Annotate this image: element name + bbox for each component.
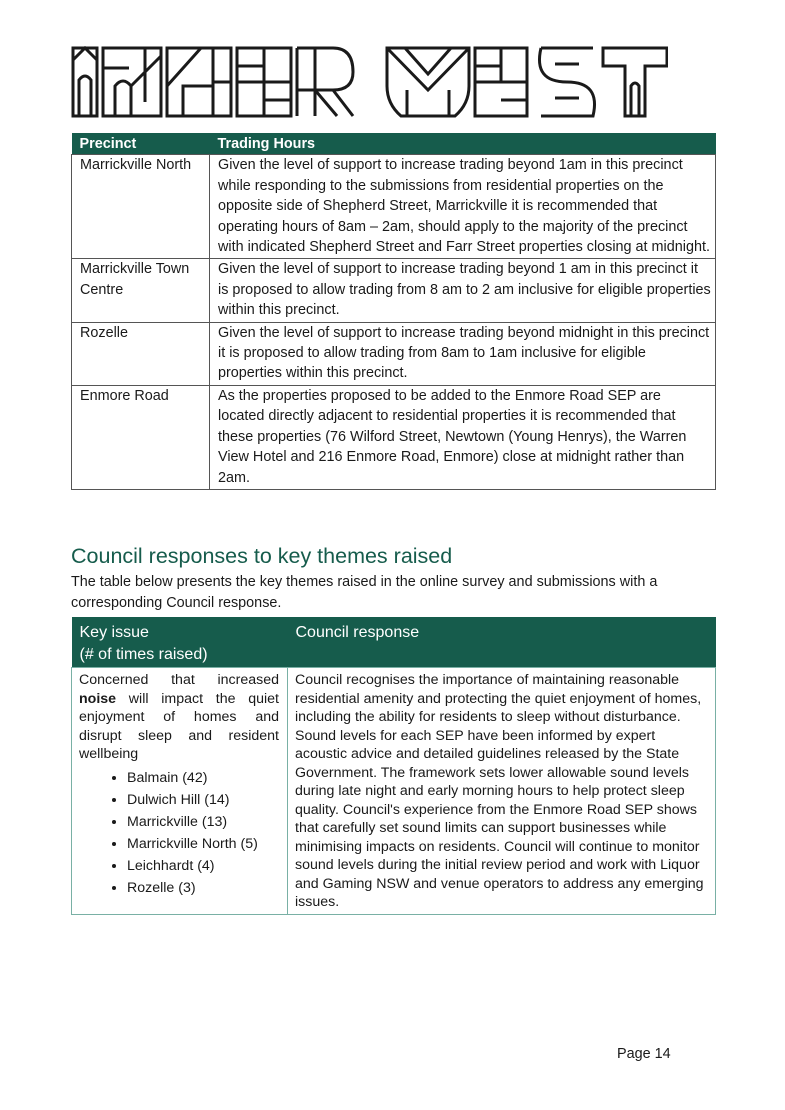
hours-cell: As the properties proposed to be added to the Enmore Road SEP are located directly adjacent to residential properties it is recommended that these properties (76 Wilford Street, Newtown (Young Henrys), the Warren View Hotel and 216 Enmore Road, Enmore) close at midnight rather than 2am. [210, 385, 716, 489]
header-key-issue-line1: Key issue [79, 624, 149, 641]
hours-cell: Given the level of support to increase trading beyond midnight in this precinct it is proposed to allow trading from 8am to 1am inclusive for eligible properties within this precinct. [210, 322, 716, 385]
list-item: • Balmain (42) [127, 767, 279, 789]
hours-cell: Given the level of support to increase trading beyond 1 am in this precinct it is proposed to allow trading from 8 am to 2 am inclusive for eligible properties within this precinct. [210, 259, 716, 322]
section-title: Council responses to key themes raised [71, 544, 453, 568]
precinct-cell: Marrickville Town Centre [72, 259, 210, 322]
list-item: • Leichhardt (4) [127, 855, 279, 877]
page-number: Page 14 [617, 1046, 671, 1062]
list-item: • Dulwich Hill (14) [127, 789, 279, 811]
header-key-issue-line2: (# of times raised) [79, 645, 208, 663]
issue-text-start: Concerned that increased [79, 672, 279, 688]
council-response-cell: Council recognises the importance of maintaining reasonable residential amenity and protecting the quiet enjoyment of homes, including the ability for residents to sleep without disturbance. Sound levels for each SEP have been informed by expert acoustic advice and detailed guidelines released by the State Government. The framework sets lower allowable sound levels during late night and early morning hours to help protect sleep quality. Council's experience from the Enmore Road SEP shows that carefully set sound limits can support businesses while minimising impacts on residents. Council will continue to monitor sound levels during the initial review period and work with Liquor and Gaming NSW and venue operators to address any emerging issues. [288, 668, 716, 915]
list-item: • Marrickville North (5) [127, 833, 279, 855]
header-council-response: Council response [288, 617, 716, 668]
hours-cell: Given the level of support to increase trading beyond 1am in this precinct while responding to the submissions from residential properties on the opposite side of Shepherd Street, Marrickville it is recommended that operating hours of 8am – 2am, should apply to the majority of the precinct with indicated Shepherd Street and Farr Street properties closing at midnight. [210, 155, 716, 259]
header-precinct: Precinct [72, 133, 210, 155]
key-issue-cell [72, 668, 288, 915]
list-item: • Marrickville (13) [127, 811, 279, 833]
header-trading-hours: Trading Hours [210, 133, 716, 155]
table-row [72, 668, 716, 915]
precinct-cell: Enmore Road [72, 385, 210, 489]
issue-text-end: will impact the quiet enjoyment of homes and disrupt sleep and resident wellbeing [79, 690, 279, 762]
section-intro: The table below presents the key themes raised in the online survey and submissions with a corresponding Council response. [71, 574, 658, 611]
list-item: • Rozelle (3) [127, 877, 279, 899]
issue-description [79, 671, 279, 764]
table-row [72, 259, 716, 322]
area-count-list [79, 767, 279, 899]
key-themes-table [71, 617, 716, 915]
inner-west-logo [71, 46, 668, 118]
issue-keyword: noise [79, 690, 117, 707]
header-key-issue [72, 617, 288, 668]
precinct-cell: Rozelle [72, 322, 210, 385]
trading-hours-table [71, 133, 716, 490]
precinct-cell: Marrickville North [72, 155, 210, 259]
table-row [72, 385, 716, 489]
table-row [72, 322, 716, 385]
table-row [72, 155, 716, 259]
